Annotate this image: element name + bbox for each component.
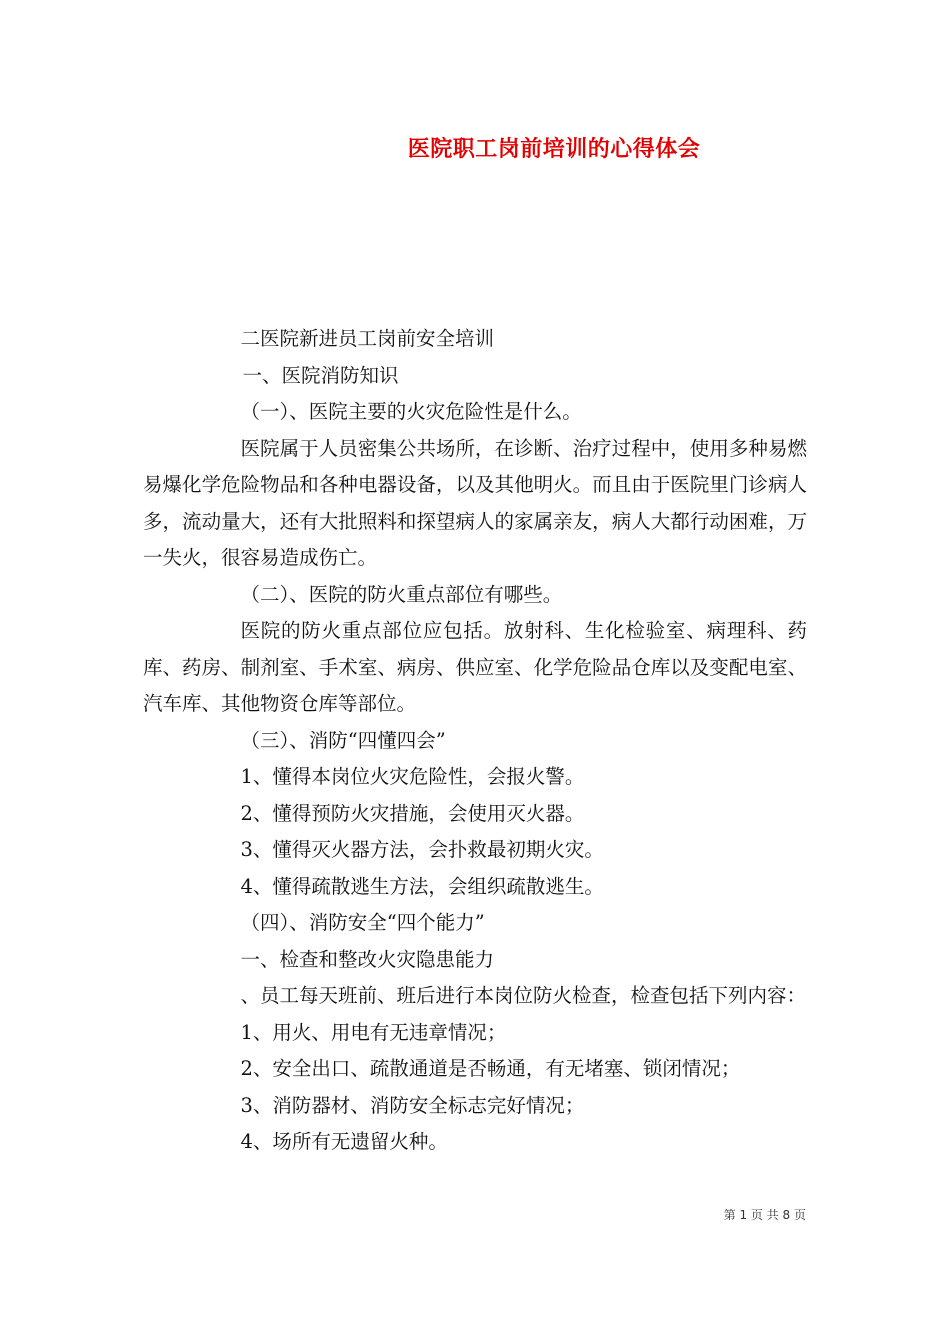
section-title: 二医院新进员工岗前安全培训 bbox=[240, 327, 495, 350]
subheading-key-areas: （二）、医院的防火重点部位有哪些。 bbox=[240, 582, 563, 606]
list-item: 2、安全出口、疏散通道是否畅通，有无堵塞、锁闭情况； bbox=[240, 1057, 741, 1080]
document-body bbox=[143, 321, 807, 1161]
list-item: 1、用火、用电有无违章情况； bbox=[240, 1020, 507, 1044]
list-item: 4、场所有无遗留火种。 bbox=[240, 1130, 448, 1153]
paragraph-fire-risk: 医院属于人员密集公共场所，在诊断、治疗过程中，使用多种易燃易爆化学危险物品和各种电器设备，以及其他明火。而且由于医院里门诊病人多，流动量大，还有大批照料和探望病人的家属亲友，病人大都行动困难，万一失火，很容易造成伤亡。 bbox=[143, 436, 807, 569]
subheading-fire-risk: （一）、医院主要的火灾危险性是什么。 bbox=[240, 400, 582, 423]
subheading-four-knows: （三）、消防“四懂四会” bbox=[240, 728, 446, 752]
paragraph-key-areas: 医院的防火重点部位应包括。放射科、生化检验室、病理科、药库、药房、制剂室、手术室、病房、供应室、化学危险品仓库以及变配电室、汽车库、其他物资仓库等部位。 bbox=[143, 619, 807, 715]
list-item: 3、消防器材、消防安全标志完好情况； bbox=[240, 1093, 585, 1117]
list-item: 4、懂得疏散逃生方法，会组织疏散逃生。 bbox=[240, 874, 604, 898]
document-title: 医院职工岗前培训的心得体会 bbox=[407, 137, 701, 162]
list-item: 2、懂得预防火灾措施，会使用灭火器。 bbox=[240, 801, 585, 825]
list-item: 3、懂得灭火器方法，会扑救最初期火灾。 bbox=[240, 838, 604, 861]
heading-inspection-ability: 一、检查和整改火灾隐患能力 bbox=[240, 947, 495, 971]
subheading-four-abilities: （四）、消防安全“四个能力” bbox=[240, 911, 485, 934]
page-number: 第 1 页 共 8 页 bbox=[723, 1208, 806, 1222]
paragraph-daily-inspection: 、员工每天班前、班后进行本岗位防火检查，检查包括下列内容： bbox=[240, 984, 807, 1007]
list-item: 1、懂得本岗位火灾危险性，会报火警。 bbox=[240, 765, 585, 788]
heading-fire-knowledge: 一、医院消防知识 bbox=[242, 363, 399, 387]
